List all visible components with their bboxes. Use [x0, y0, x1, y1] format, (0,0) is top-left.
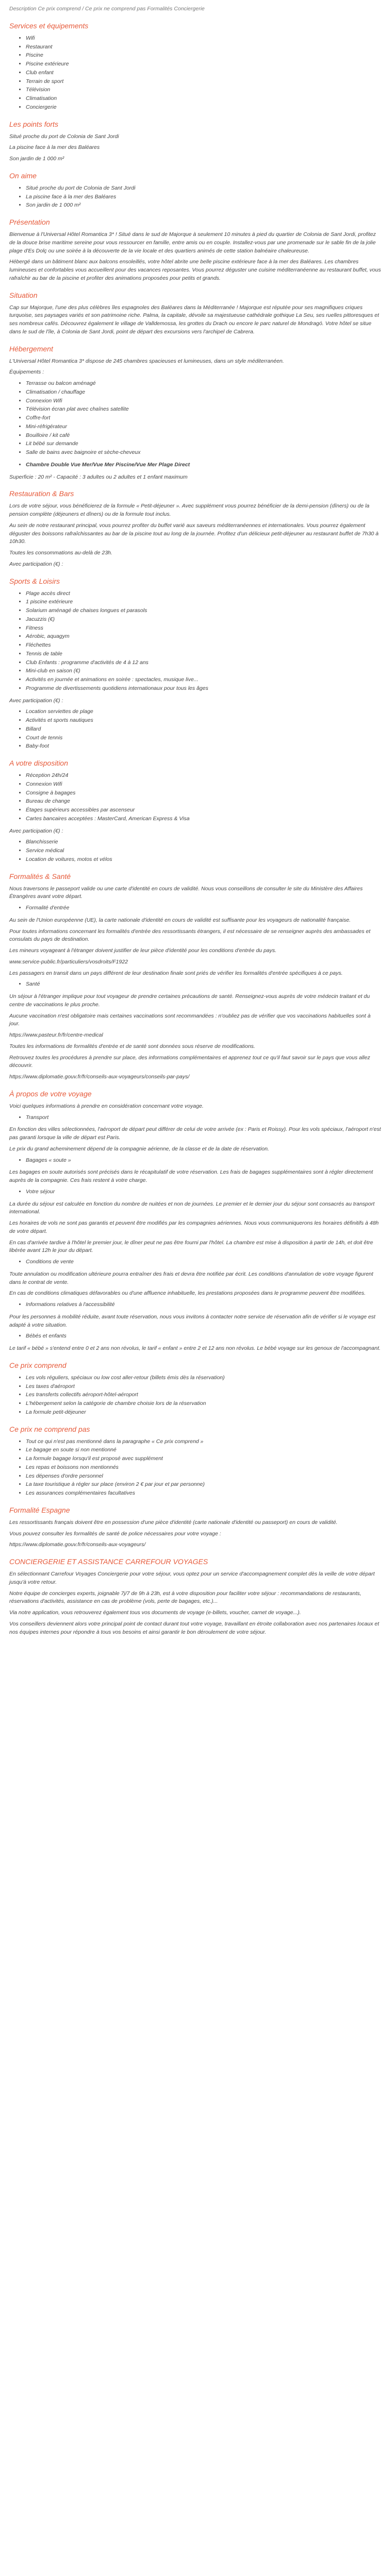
about-text: Toute annulation ou modification ultérieure pourra entraîner des frais et devra être notifiée par écrit. Les conditions d'annulation de votre voyage figurent dans le contrat de vente. [9, 1270, 373, 1285]
presentation-title: Présentation [9, 218, 50, 226]
formalities-text: Les passagers en transit dans un pays différent de leur destination finale sont priés de vérifier les formalités d'entrée spécifiques à ce pays. [9, 970, 343, 976]
list-item: • Piscine [26, 52, 382, 60]
health-text: Un séjour à l'étranger implique pour tout voyageur de prendre certaines précautions de santé. Renseignez-vous auprès de votre médecin traitant et du centre de vaccinations le plus proche. [9, 993, 370, 1008]
list-item: • Les repas et boissons non mentionnés [26, 1464, 382, 1472]
restaurant-text: Au sein de notre restaurant principal, vous pourrez profiter du buffet varié aux saveurs méditerranéennes et internationales. Vous pourrez également déguster des boissons rafraîchissantes au bar de la piscine tout au long de la journée. Profitez d'un délicieux petit-déjeuner au restaurant buffet de 7h30 à 10h30. [9, 522, 379, 545]
list-item: • Les assurances complémentaires facultatives [26, 1489, 382, 1498]
list-item: • Le bagage en soute si non mentionné [26, 1446, 382, 1454]
list-item: • Aérobic, aquagym [26, 633, 382, 641]
list-item: • Baby-foot [26, 742, 382, 751]
health-text: Toutes les informations de formalités d'entrée et de santé sont données sous réserve de modifications. [9, 1043, 255, 1049]
disposal-title: A votre disposition [9, 759, 68, 767]
health-label: • Santé [26, 980, 382, 989]
formalities-text: Au sein de l'Union européenne (UE), la carte nationale d'identité en cours de validité est suffisante pour les voyageurs de nationalité française. [9, 917, 351, 923]
list-item: • Tout ce qui n'est pas mentionné dans la paragraphe « Ce prix comprend » [26, 1438, 382, 1446]
accommodation-title: Hébergement [9, 344, 53, 353]
list-item: • Activités et sports nautiques [26, 717, 382, 725]
concierge-text: En sélectionnant Carrefour Voyages Conciergerie pour votre séjour, vous optez pour un service d'accompagnement complet dès la veille de votre départ jusqu'à votre retour. [9, 1571, 375, 1585]
about-text: La durée du séjour est calculée en fonction du nombre de nuitées et non de journées. Le premier et le dernier jour du séjour sont consacrés au transport international. [9, 1200, 375, 1215]
equipment-label: Équipements : [9, 369, 44, 376]
about-text: Le tarif « bébé » s'entend entre 0 et 2 ans non révolus, le tarif « enfant » entre 2 et 12 ans non révolus. Le bébé voyage sur les genoux de l'accompagnant. [9, 1345, 381, 1351]
list-item: • La piscine face à la mer des Baléares [26, 193, 382, 201]
excluded-list [9, 1438, 382, 1498]
list-item: • Club Enfants : programme d'activités de 4 à 12 ans [26, 659, 382, 667]
accessibility-label: • Informations relatives à l'accessibilité [26, 1301, 382, 1309]
about-text: Les bagages en soute autorisés sont précisés dans le récapitulatif de votre réservation. Les frais de bagages supplémentaires sont à régler directement auprès de la compagnie. Ces frais restent à votre charge. [9, 1169, 373, 1183]
list-item: • Cartes bancaires acceptées : MasterCard, American Express & Visa [26, 815, 382, 823]
services-list [9, 35, 382, 112]
list-item: • Location serviettes de plage [26, 708, 382, 716]
paying-label: Avec participation (€) : [9, 827, 63, 834]
list-item: • Fitness [26, 624, 382, 633]
formalities-text: Les mineurs voyageant à l'étranger doivent justifier de leur pièce d'identité pour les conditions d'entrée du pays. [9, 947, 276, 954]
entry-text: Vous pouvez consulter les formalités de santé de police nécessaires pour votre voyage : [9, 1530, 221, 1537]
list-item: • Les dépenses d'ordre personnel [26, 1472, 382, 1481]
list-item: • Salle de bains avec baignoire et sèche-cheveux [26, 449, 382, 457]
list-item: • Terrasse ou balcon aménagé [26, 380, 382, 388]
list-item: • Solarium aménagé de chaises longues et parasols [26, 607, 382, 615]
about-text: En fonction des villes sélectionnées, l'aéroport de départ peut différer de celui de votre arrivée (ex : Paris et Roissy). Pour les vols spéciaux, l'aéroport n'est pas garanti lorsque la ville de départ est Paris. [9, 1126, 381, 1141]
formalities-title: Formalités & Santé [9, 872, 71, 880]
list-item: • Fléchettes [26, 641, 382, 650]
list-item: • Activités en journée et animations en soirée : spectacles, musique live... [26, 676, 382, 684]
paying-label: Avec participation (€) : [9, 697, 63, 704]
entry-text: Les ressortissants français doivent être en possession d'une pièce d'identité (carte nationale d'identité ou passeport) en cours de validité. [9, 1519, 338, 1526]
formalities-label: • Formalité d'entrée [26, 904, 382, 912]
paying-sports-list [9, 708, 382, 751]
list-item: • Plage accès direct [26, 590, 382, 598]
list-item: • Mini-club en saison (€) [26, 667, 382, 675]
we-like-title: On aime [9, 171, 37, 180]
health-text: Aucune vaccination n'est obligatoire mais certaines vaccinations sont recommandées : n'oubliez pas de vérifier que vos vaccinations habituelles sont à jour. [9, 1012, 371, 1027]
list-item: • 1 piscine extérieure [26, 598, 382, 606]
we-like-list [9, 184, 382, 210]
list-item: • Connexion Wifi [26, 397, 382, 405]
baggage-label-list [9, 1157, 382, 1165]
list-item: • Bouilloire / kit café [26, 432, 382, 440]
strong-item: Son jardin de 1 000 m² [9, 156, 64, 162]
list-item: • Club enfant [26, 69, 382, 77]
list-item: • Location de voitures, motos et vélos [26, 856, 382, 864]
entry-link[interactable]: https://www.diplomatie.gouv.fr/fr/conseils-aux-voyageurs/ [9, 1541, 146, 1548]
transport-label-list [9, 1114, 382, 1122]
health-link[interactable]: https://www.diplomatie.gouv.fr/fr/conseils-aux-voyageurs/conseils-par-pays/ [9, 1074, 190, 1080]
excluded-title: Ce prix ne comprend pas [9, 1425, 90, 1433]
strong-points-title: Les points forts [9, 120, 58, 128]
about-text: Les horaires de vols ne sont pas garantis et peuvent être modifiés par les compagnies aériennes. Nous vous communiquerons les horaires définitifs à 48h de votre départ. [9, 1220, 379, 1234]
list-item: • Les vols réguliers, spéciaux ou low cost aller-retour (billets émis dès la réservation) [26, 1374, 382, 1382]
list-item: • Jacuzzis (€) [26, 616, 382, 624]
presentation-text: Bienvenue à l'Universal Hôtel Romantica 3* ! Situé dans le sud de Majorque à seulement 10 minutes à pied du quartier de Colonia de Sant Jordi, profitez de la douce brise maritime sereine pour vous ressourcer en famille, entre amis ou en couple. Installez-vous par une promenade sur le sable fin de la jolie plage d'Es Dolç ou une soirée à la découverte de la vie locale et des quartiers animés de cette station balnéaire chaleureuse. [9, 231, 376, 254]
sports-title: Sports & Loisirs [9, 577, 60, 585]
sports-list [9, 590, 382, 693]
presentation-text: Hébergé dans un bâtiment blanc aux balcons ensoleillés, votre hôtel abrite une belle piscine extérieure face à la mer des Baléares. Les chambres lumineuses et confortables vous accueillent pour des vacances reposantes. Vous pourrez déguster une cuisine méditerranéenne au restaurant buffet, vous rafraîchir au bar de la piscine et profiter des animations proposées pour petits et grands. [9, 259, 381, 281]
formalities-text: Pour toutes informations concernant les formalités d'entrée des ressortissants étrangers, il est nécessaire de se renseigner auprès des ambassades et consulats du pays de destination. [9, 928, 371, 943]
restaurant-text: Toutes les consommations au-delà de 23h. [9, 550, 112, 556]
list-item: • Réception 24h/24 [26, 772, 382, 780]
situation-text: Cap sur Majorque, l'une des plus célèbres îles espagnoles des Baléares dans la Méditerranée ! Majorque est réputée pour ses magnifiques criques turquoise, ses paysages variés et son patrimoine riche. Palma, la capitale, dévoile sa majestueuse cathédrale gothique La Seu, ses ruelles pittoresques et ses nombreux cafés. Découvrez également le village de Valldemossa, les grottes du Drach ou encore le parc naturel de Mondragó. Votre hôtel se situe dans le sud de l'île, à Colonia de Sant Jordi, point de départ des excursions vers l'archipel de Cabrera. [9, 304, 379, 335]
about-text: En cas d'arrivée tardive à l'hôtel le premier jour, le dîner peut ne pas être fourni par l'hôtel. La chambre est mise à disposition à partir de 14h, et doit être libérée avant 12h le jour du départ. [9, 1239, 373, 1254]
list-item: • La formule bagage lorsqu'il est proposé avec supplément [26, 1455, 382, 1463]
equipment-list [9, 380, 382, 457]
list-item: • Billard [26, 725, 382, 734]
services-title: Services et équipements [9, 21, 89, 30]
accommodation-intro: L'Universal Hôtel Romantica 3* dispose de 245 chambres spacieuses et lumineuses, dans un style méditerranéen. [9, 358, 284, 364]
situation-title: Situation [9, 291, 38, 299]
concierge-text: Via notre application, vous retrouverez également tous vos documents de voyage (e-billets, voucher, carnet de voyage...). [9, 1609, 301, 1616]
health-text: Retrouvez toutes les procédures à prendre sur place, des informations complémentaires et apprenez tout ce qu'il faut savoir sur le pays que vous allez découvrir. [9, 1054, 370, 1069]
list-item: • Étages supérieurs accessibles par ascenseur [26, 806, 382, 815]
strong-item: La piscine face à la mer des Baléares [9, 144, 100, 151]
list-item: • Télévision écran plat avec chaînes satellite [26, 405, 382, 414]
about-title: À propos de votre voyage [9, 1089, 92, 1098]
transport-label: • Transport [26, 1114, 382, 1122]
strong-item: Situé proche du port de Colonia de Sant Jordi [9, 133, 119, 140]
concierge-text: Notre équipe de concierges experts, joignable 7j/7 de 9h à 23h, est à votre disposition pour faciliter votre séjour : recommandations de restaurants, réservations d'activités, assistance en cas de problème (vols, perte de bagages, etc.)... [9, 1590, 362, 1605]
included-title: Ce prix comprend [9, 1361, 67, 1369]
list-item: • Tennis de table [26, 650, 382, 658]
formalities-label-list [9, 904, 382, 912]
list-item: • Blanchisserie [26, 838, 382, 846]
list-item: • Les transferts collectifs aéroport-hôtel-aéroport [26, 1391, 382, 1399]
concierge-title: CONCIERGERIE ET ASSISTANCE CARREFOUR VOYAGES [9, 1557, 208, 1566]
room-description: Superficie : 20 m² - Capacité : 3 adultes ou 2 adultes et 1 enfant maximum [9, 473, 188, 480]
list-item: • Les taxes d'aéroport [26, 1383, 382, 1391]
included-list [9, 1374, 382, 1417]
room-type-list [9, 461, 382, 469]
list-item: • Climatisation [26, 95, 382, 103]
formalities-link[interactable]: www.service-public.fr/particuliers/vosdroits/F1922 [9, 958, 128, 965]
about-text: Le prix du grand acheminement dépend de la compagnie aérienne, de la classe et de la date de réservation. [9, 1145, 269, 1152]
list-item: • Consigne à bagages [26, 789, 382, 798]
stay-label-list [9, 1188, 382, 1196]
accessibility-label-list [9, 1301, 382, 1309]
list-item: • L'hébergement selon la catégorie de chambre choisie lors de la réservation [26, 1400, 382, 1408]
list-item: • Court de tennis [26, 734, 382, 742]
list-item: • Wifi [26, 35, 382, 43]
disposal-paying-list [9, 838, 382, 863]
baggage-label: • Bagages « soute » [26, 1157, 382, 1165]
kids-label-list [9, 1332, 382, 1341]
about-text: Voici quelques informations à prendre en considération concernant votre voyage. [9, 1103, 204, 1109]
kids-label: • Bébés et enfants [26, 1332, 382, 1341]
sale-label: • Conditions de vente [26, 1258, 382, 1266]
list-item: • La formule petit-déjeuner [26, 1409, 382, 1417]
stay-label: • Votre séjour [26, 1188, 382, 1196]
list-item: • La taxe touristique à régler sur place (environ 2 € par jour et par personne) [26, 1481, 382, 1489]
entry-title: Formalité Espagne [9, 1505, 70, 1514]
about-text: En cas de conditions climatiques défavorables ou d'une affluence inhabituelle, les prestations proposées dans le programme peuvent être modifiées. [9, 1290, 366, 1297]
list-item: • Programme de divertissements quotidiens internationaux pour tous les âges [26, 685, 382, 693]
list-item: • Piscine extérieure [26, 60, 382, 69]
list-item: • Lit bébé sur demande [26, 440, 382, 448]
formalities-text: Nous traversons le passeport valide ou une carte d'identité en cours de validité. Nous vous conseillons de consulter le site du Ministère des Affaires Étrangères avant votre départ. [9, 885, 363, 900]
list-item: • Mini-réfrigérateur [26, 423, 382, 431]
list-item: • Climatisation / chauffage [26, 388, 382, 397]
disposal-list [9, 772, 382, 823]
concierge-text: Vos conseillers deviennent alors votre principal point de contact durant tout votre voyage, travaillant en étroite collaboration avec nos partenaires locaux et nos équipes internes pour répondre à tous vos besoins et ainsi garantir le bon déroulement de votre séjour. [9, 1620, 379, 1635]
list-item: • Son jardin de 1 000 m² [26, 201, 382, 210]
list-item: • Connexion Wifi [26, 781, 382, 789]
list-item: • Service médical [26, 847, 382, 855]
tabs-intro: Description Ce prix comprend / Ce prix ne comprend pas Formalités Conciergerie [9, 6, 205, 12]
room-type: • Chambre Double Vue Mer/Vue Mer Piscine/Vue Mer Plage Direct [26, 461, 382, 469]
sale-label-list [9, 1258, 382, 1266]
list-item: • Terrain de sport [26, 78, 382, 86]
restaurant-title: Restauration & Bars [9, 489, 74, 498]
list-item: • Télévision [26, 86, 382, 94]
list-item: • Situé proche du port de Colonia de Sant Jordi [26, 184, 382, 193]
health-label-list [9, 980, 382, 989]
restaurant-text: Lors de votre séjour, vous bénéficierez de la formule « Petit-déjeuner ». Avec supplément vous pourrez bénéficier de la demi-pension (dîners) ou de la pension complète (déjeuners et dîners) ou de la formule tout inclus. [9, 503, 370, 517]
list-item: • Restaurant [26, 43, 382, 52]
list-item: • Conciergerie [26, 104, 382, 112]
about-text: Pour les personnes à mobilité réduite, avant toute réservation, nous vous invitons à contacter notre service de réservation afin de vérifier si le voyage est adapté à votre situation. [9, 1313, 376, 1328]
paying-label: Avec participation (€) : [9, 561, 63, 567]
list-item: • Bureau de change [26, 798, 382, 806]
health-link[interactable]: https://www.pasteur.fr/fr/centre-medical [9, 1032, 103, 1038]
list-item: • Coffre-fort [26, 414, 382, 422]
